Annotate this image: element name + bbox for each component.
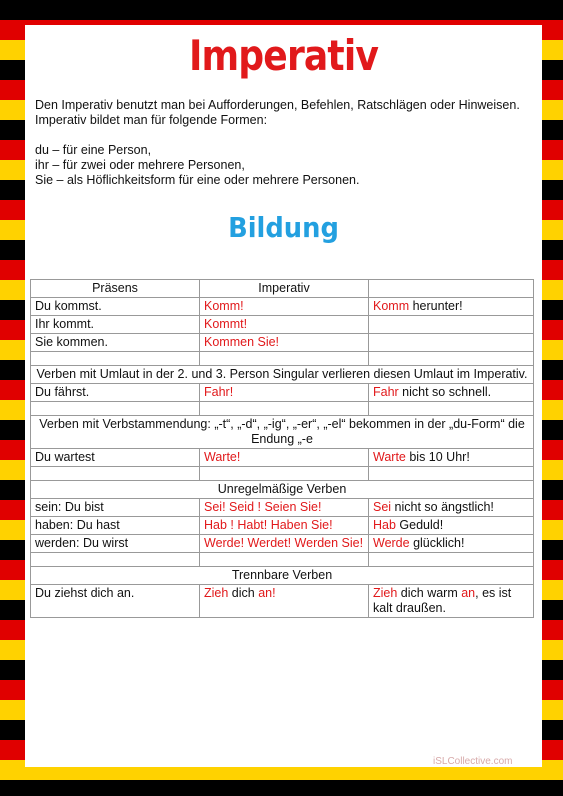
section-row-stamm [31, 416, 534, 449]
table-row [31, 449, 534, 467]
example-rest: glücklich! [409, 536, 465, 550]
cell-example [369, 449, 534, 467]
worksheet-page [25, 25, 542, 767]
cell-imperativ: Kommt! [200, 316, 369, 334]
header-praesens: Präsens [31, 280, 200, 298]
example-prefix: an [461, 586, 476, 600]
example-rest: , es ist kalt draußen. [373, 586, 512, 615]
cell-imperativ: Fahr! [200, 384, 369, 402]
cell-example [369, 334, 534, 352]
example-verb: Warte [373, 450, 406, 464]
cell-example [369, 585, 534, 618]
imperativ-middle: dich [228, 586, 259, 600]
header-imperativ: Imperativ [200, 280, 369, 298]
section-title-bildung: Bildung [228, 211, 339, 244]
table-row [31, 517, 534, 535]
section-heading-trennbar: Trennbare Verben [31, 567, 534, 585]
cell-imperativ: Komm! [200, 298, 369, 316]
imperativ-verb: Zieh [204, 586, 229, 600]
example-verb: Fahr [373, 385, 399, 399]
example-rest: nicht so ängstlich! [391, 500, 494, 514]
table-row [31, 334, 534, 352]
cell-imperativ: Werde! Werdet! Werden Sie! [200, 535, 369, 553]
cell-praesens: Du kommst. [31, 298, 200, 316]
cell-praesens: Du ziehst dich an. [31, 585, 200, 618]
cell-praesens: Sie kommen. [31, 334, 200, 352]
example-rest: bis 10 Uhr! [405, 450, 470, 464]
intro-line-du: du – für eine Person, [35, 143, 152, 157]
section-row-umlaut [31, 366, 534, 384]
example-rest: nicht so schnell. [398, 385, 492, 399]
example-verb: Sei [373, 500, 392, 514]
table-row [31, 298, 534, 316]
cell-praesens: Du fährst. [31, 384, 200, 402]
cell-example [369, 499, 534, 517]
table-row-empty [31, 402, 534, 416]
cell-praesens: sein: Du bist [31, 499, 200, 517]
watermark: iSLCollective.com [433, 756, 513, 767]
conjugation-table [30, 279, 534, 618]
cell-imperativ: Sei! Seid ! Seien Sie! [200, 499, 369, 517]
cell-imperativ: Warte! [200, 449, 369, 467]
cell-example [369, 316, 534, 334]
example-rest: Geduld! [395, 518, 444, 532]
page-title: Imperativ [188, 31, 379, 80]
intro-paragraph-1: Den Imperativ benutzt man bei Aufforderungen, Befehlen, Ratschlägen oder Hinweisen. [35, 98, 520, 112]
example-verb: Zieh [373, 586, 398, 600]
header-example [369, 280, 534, 298]
cell-praesens: Du wartest [31, 449, 200, 467]
cell-imperativ: Hab ! Habt! Haben Sie! [200, 517, 369, 535]
example-rest: herunter! [409, 299, 463, 313]
intro-text [35, 98, 525, 188]
table-row [31, 316, 534, 334]
table-row-empty [31, 352, 534, 366]
section-heading-umlaut: Verben mit Umlaut in der 2. und 3. Person Singular verlieren diesen Umlaut im Imperativ. [31, 366, 534, 384]
table-row [31, 499, 534, 517]
table-row [31, 585, 534, 618]
section-row-unregelmaessig [31, 481, 534, 499]
example-verb: Hab [373, 518, 396, 532]
intro-paragraph-2: Imperativ bildet man für folgende Formen: [35, 113, 268, 127]
cell-praesens: haben: Du hast [31, 517, 200, 535]
table-row-empty [31, 553, 534, 567]
intro-spacer [35, 128, 525, 143]
section-heading-stamm: Verben mit Verbstammendung: „-t“, „-d“, „-ig“, „-er“, „-el“ bekommen in der „du-Form“ die Endung „-e [31, 416, 534, 449]
cell-imperativ [200, 585, 369, 618]
intro-line-ihr: ihr – für zwei oder mehrere Personen, [35, 158, 245, 172]
example-middle: dich warm [397, 586, 462, 600]
cell-example [369, 535, 534, 553]
example-verb: Komm [373, 299, 410, 313]
section-row-trennbar [31, 567, 534, 585]
section-heading-unregelmaessig: Unregelmäßige Verben [31, 481, 534, 499]
cell-imperativ: Kommen Sie! [200, 334, 369, 352]
imperativ-prefix: an! [258, 586, 276, 600]
table-row [31, 384, 534, 402]
table-header-row [31, 280, 534, 298]
cell-example [369, 384, 534, 402]
table-row-empty [31, 467, 534, 481]
cell-example [369, 298, 534, 316]
example-verb: Werde [373, 536, 410, 550]
cell-praesens: werden: Du wirst [31, 535, 200, 553]
intro-line-sie: Sie – als Höflichkeitsform für eine oder mehrere Personen. [35, 173, 360, 187]
cell-praesens: Ihr kommt. [31, 316, 200, 334]
table-row [31, 535, 534, 553]
cell-example [369, 517, 534, 535]
